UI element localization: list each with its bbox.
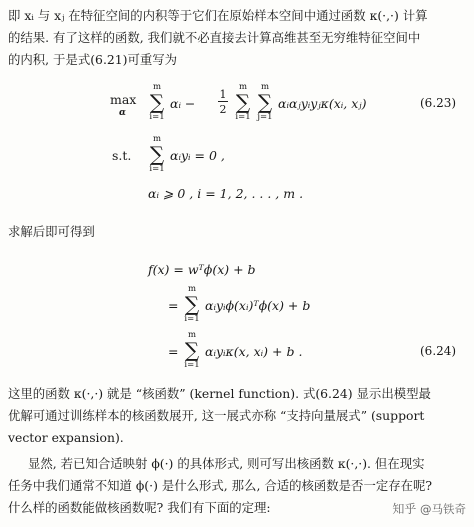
dual-kernel-term: αᵢαⱼyᵢyⱼκ(xᵢ, xⱼ) [278, 96, 367, 111]
equals-sign-1: = [168, 298, 179, 313]
equation-number-6-23: (6.23) [420, 96, 457, 110]
subject-to-label: s.t. [112, 148, 132, 163]
para2: 求解后即可得到 [8, 224, 95, 239]
sum-symbol-5: m ∑ i=1 [184, 284, 200, 324]
expansion-feature-map: αᵢyᵢϕ(xᵢ)ᵀϕ(x) + b [205, 298, 311, 313]
decision-function-lhs: f(x) = wᵀϕ(x) + b [148, 262, 256, 277]
para1-line3: 的内积, 于是式(6.21)可重写为 [8, 52, 178, 67]
para1-line1: 即 xᵢ 与 xⱼ 在特征空间的内积等于它们在原始样本空间中通过函数 κ(·,·) 计算 [8, 8, 428, 23]
max-subscript: α [119, 108, 126, 118]
term-alpha-i: αᵢ − [170, 96, 196, 111]
equality-constraint: αᵢyᵢ = 0 , [170, 148, 225, 163]
para3-line3: vector expansion). [8, 430, 124, 445]
sum-symbol-6: m ∑ i=1 [184, 330, 200, 370]
watermark-brand: 知乎 [392, 502, 417, 516]
half-numerator: 1 [219, 88, 227, 101]
equals-sign-2: = [168, 344, 179, 359]
zhihu-watermark [392, 500, 466, 517]
para4-line3: 什么样的函数能做核函数呢? 我们有下面的定理: [8, 500, 271, 515]
expansion-kernel: αᵢyᵢκ(x, xᵢ) + b . [205, 344, 303, 359]
para3-line1: 这里的函数 κ(·,·) 就是 “核函数” (kernel function). 式(6.24) 显示出模型最 [8, 386, 431, 401]
nonnegativity-constraint: αᵢ ⩾ 0 , i = 1, 2, . . . , m . [148, 186, 304, 201]
equation-number-6-24: (6.24) [420, 344, 457, 358]
sum-symbol-1: m ∑ i=1 [149, 82, 165, 122]
sum-symbol-2: m ∑ i=1 [235, 82, 251, 122]
sum-symbol-3: m ∑ j=1 [257, 82, 273, 122]
max-operator: max [110, 92, 137, 107]
sum-symbol-4: m ∑ i=1 [149, 134, 165, 174]
watermark-handle: @马铁奇 [420, 502, 466, 516]
para3-line2: 优解可通过训练样本的核函数展开, 这一展式亦称 “支持向量展式” (support [8, 408, 425, 423]
para4-line2: 任务中我们通常不知道 ϕ(·) 是什么形式, 那么, 合适的核函数是否一定存在呢? [8, 478, 433, 493]
half-denominator: 2 [219, 103, 227, 116]
para1-line2: 的结果. 有了这样的函数, 我们就不必直接去计算高维甚至无穷维特征空间中 [8, 30, 421, 45]
para4-line1: 显然, 若已知合适映射 ϕ(·) 的具体形式, 则可写出核函数 κ(·,·). 但在现实 [28, 456, 425, 471]
